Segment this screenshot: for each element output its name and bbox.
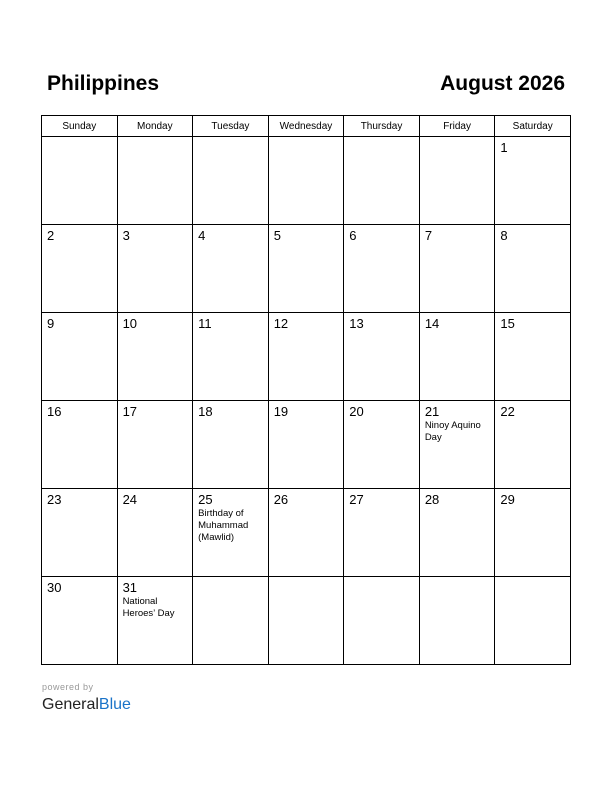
day-number: 1 — [500, 140, 508, 155]
day-number: 16 — [47, 404, 62, 419]
day-number: 24 — [122, 492, 138, 507]
calendar-week-row — [42, 489, 571, 577]
day-number: 21 — [424, 404, 440, 419]
calendar-day-cell — [42, 137, 118, 225]
footer-branding — [42, 682, 131, 715]
generalblue-logo[interactable] — [42, 695, 131, 715]
day-number: 6 — [349, 228, 357, 243]
calendar-day-cell — [344, 489, 420, 577]
calendar-day-cell — [495, 489, 571, 577]
day-number: 7 — [424, 228, 433, 243]
day-number: 22 — [500, 404, 515, 419]
calendar-day-cell — [268, 313, 344, 401]
calendar-week-row — [42, 137, 571, 225]
calendar-day-cell — [419, 137, 495, 225]
weekday-header-sunday: Sunday — [42, 116, 118, 137]
day-number: 25 — [198, 492, 213, 507]
calendar-day-cell — [193, 577, 269, 665]
calendar-day-cell — [495, 313, 571, 401]
calendar-body — [42, 137, 571, 665]
calendar-week-row — [42, 225, 571, 313]
calendar-day-cell — [117, 225, 193, 313]
calendar-day-cell — [42, 313, 118, 401]
calendar-week-row — [42, 313, 571, 401]
day-number: 20 — [349, 404, 364, 419]
calendar-day-cell — [268, 137, 344, 225]
calendar-day-cell — [117, 577, 193, 665]
calendar-day-cell — [419, 577, 495, 665]
weekday-header-wednesday: Wednesday — [268, 116, 344, 137]
calendar-day-cell — [495, 577, 571, 665]
calendar-day-cell — [495, 225, 571, 313]
calendar-day-cell — [193, 401, 269, 489]
calendar-day-cell — [419, 489, 495, 577]
weekday-header-tuesday: Tuesday — [193, 116, 269, 137]
day-number: 4 — [198, 228, 206, 243]
calendar-day-cell — [193, 137, 269, 225]
day-number: 31 — [122, 580, 138, 595]
day-number: 8 — [500, 228, 508, 243]
day-number: 2 — [47, 228, 55, 243]
calendar-grid — [41, 115, 571, 665]
calendar-day-cell — [495, 137, 571, 225]
calendar-day-cell — [193, 313, 269, 401]
calendar-day-cell — [419, 225, 495, 313]
brand-general-text: General — [42, 696, 99, 713]
calendar-day-cell — [117, 137, 193, 225]
weekday-header-row — [42, 116, 571, 137]
day-number: 13 — [349, 316, 364, 331]
calendar-day-cell — [344, 313, 420, 401]
calendar-day-cell — [268, 489, 344, 577]
calendar-day-cell — [193, 225, 269, 313]
weekday-header-monday: Monday — [117, 116, 193, 137]
calendar-day-cell — [268, 401, 344, 489]
calendar-day-cell — [117, 489, 193, 577]
day-number: 9 — [47, 316, 55, 331]
calendar-day-cell — [344, 137, 420, 225]
calendar-day-cell — [419, 401, 495, 489]
calendar-day-cell — [117, 401, 193, 489]
calendar-day-cell — [495, 401, 571, 489]
day-number: 17 — [122, 404, 138, 419]
day-number: 19 — [273, 404, 289, 419]
month-year-title: August 2026 — [440, 72, 565, 95]
holiday-label: Ninoy Aquino Day — [424, 420, 481, 443]
calendar-day-cell — [344, 401, 420, 489]
day-number: 5 — [273, 228, 281, 243]
holiday-label: Birthday of Muhammad (Mawlid) — [198, 508, 249, 543]
holiday-label: National Heroes’ Day — [122, 596, 175, 619]
calendar-day-cell — [42, 401, 118, 489]
country-title: Philippines — [47, 72, 160, 95]
day-number: 26 — [273, 492, 289, 507]
calendar-day-cell — [268, 225, 344, 313]
day-number: 29 — [500, 492, 515, 507]
calendar-day-cell — [419, 313, 495, 401]
day-number: 3 — [122, 228, 130, 243]
day-number: 11 — [198, 316, 212, 331]
day-number: 12 — [273, 316, 289, 331]
calendar-day-cell — [42, 577, 118, 665]
day-number: 23 — [47, 492, 62, 507]
day-number: 28 — [424, 492, 440, 507]
calendar-day-cell — [344, 577, 420, 665]
calendar-day-cell — [42, 489, 118, 577]
calendar-day-cell — [344, 225, 420, 313]
powered-by-label: powered by — [42, 682, 94, 692]
day-number: 14 — [424, 316, 440, 331]
calendar-day-cell — [42, 225, 118, 313]
calendar-day-cell — [117, 313, 193, 401]
brand-blue-text: Blue — [98, 696, 131, 713]
day-number: 15 — [500, 316, 515, 331]
day-number: 10 — [122, 316, 138, 331]
day-number: 30 — [47, 580, 62, 595]
weekday-header-friday: Friday — [419, 116, 495, 137]
calendar-day-cell — [193, 489, 269, 577]
day-number: 18 — [198, 404, 213, 419]
weekday-header-saturday: Saturday — [495, 116, 571, 137]
calendar-week-row — [42, 401, 571, 489]
weekday-header-thursday: Thursday — [344, 116, 420, 137]
day-number: 27 — [349, 492, 364, 507]
calendar-week-row — [42, 577, 571, 665]
calendar-day-cell — [268, 577, 344, 665]
